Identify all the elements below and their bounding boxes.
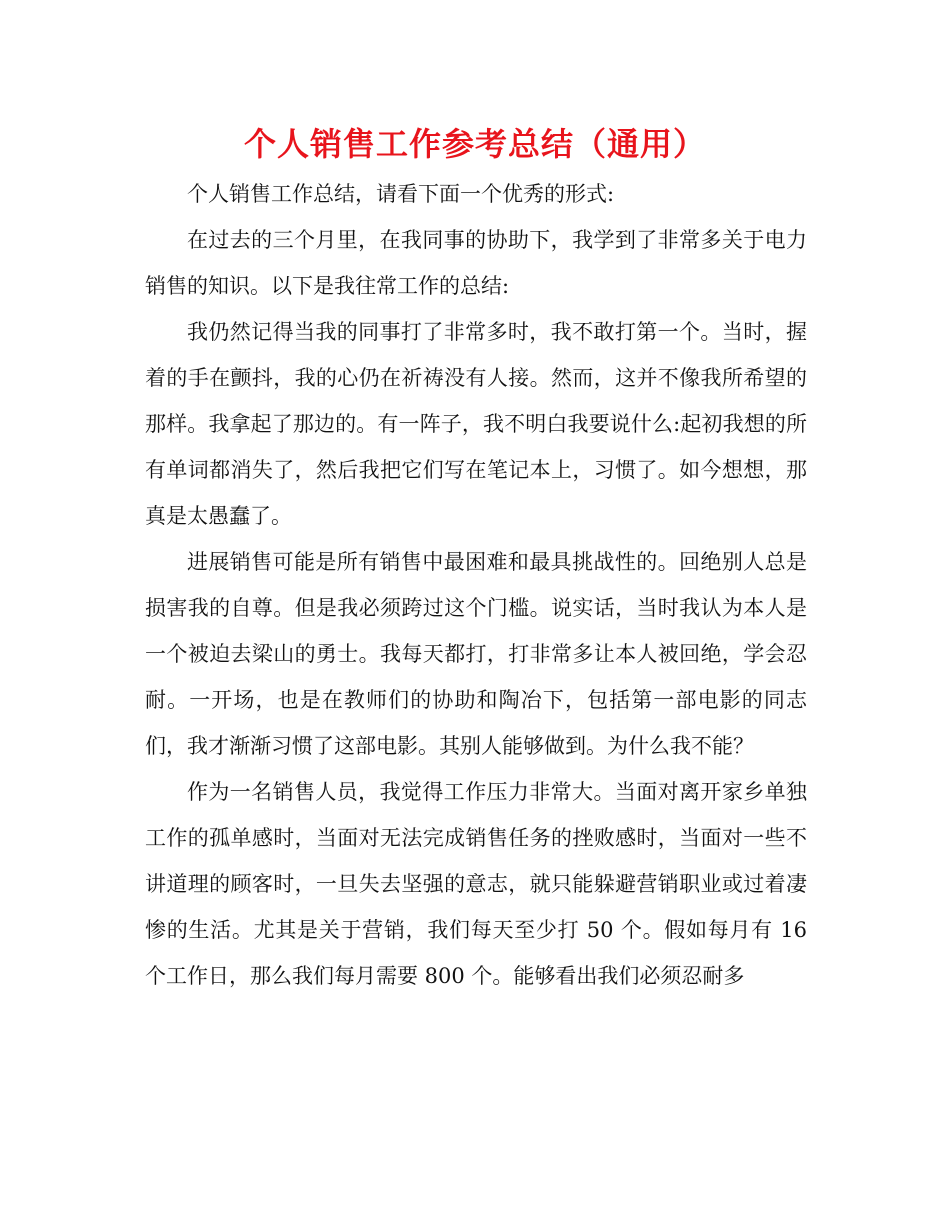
paragraph-4: 进展销售可能是所有销售中最困难和最具挑战性的。回绝别人总是损害我的自尊。但是我必须跨过这个门槛。说实话，当时我认为本人是一个被迫去梁山的勇士。我每天都打，打非常多让本人被回绝，学会忍耐。一开场，也是在教师们的协助和陶冶下，包括第一部电影的同志们，我才渐渐习惯了这部电影。其别人能够做到。为什么我不能？ (145, 550, 807, 758)
paragraph-1: 个人销售工作总结，请看下面一个优秀的形式: (187, 182, 615, 206)
document-body (145, 171, 807, 999)
document-title: 个人销售工作参考总结（通用） (243, 125, 706, 163)
paragraph-3: 我仍然记得当我的同事打了非常多时，我不敢打第一个。当时，握着的手在颤抖，我的心仍在祈祷没有人接。然而，这并不像我所希望的那样。我拿起了那边的。有一阵子，我不明白我要说什么:起初我想的所有单词都消失了，然后我把它们写在笔记本上，习惯了。如今想想，那真是太愚蠢了。 (145, 320, 807, 528)
paragraph-5: 作为一名销售人员，我觉得工作压力非常大。当面对离开家乡单独工作的孤单感时，当面对无法完成销售任务的挫败感时，当面对一些不讲道理的顾客时，一旦失去坚强的意志，就只能躲避营销职业或过着凄惨的生活。尤其是关于营销，我们每天至少打 50 个。假如每月有 16 个工作日，那么我们每月需要 800 个。能够看出我们必须忍耐多 (145, 780, 807, 988)
paragraph-2: 在过去的三个月里，在我同事的协助下，我学到了非常多关于电力销售的知识。以下是我往常工作的总结: (145, 228, 807, 298)
